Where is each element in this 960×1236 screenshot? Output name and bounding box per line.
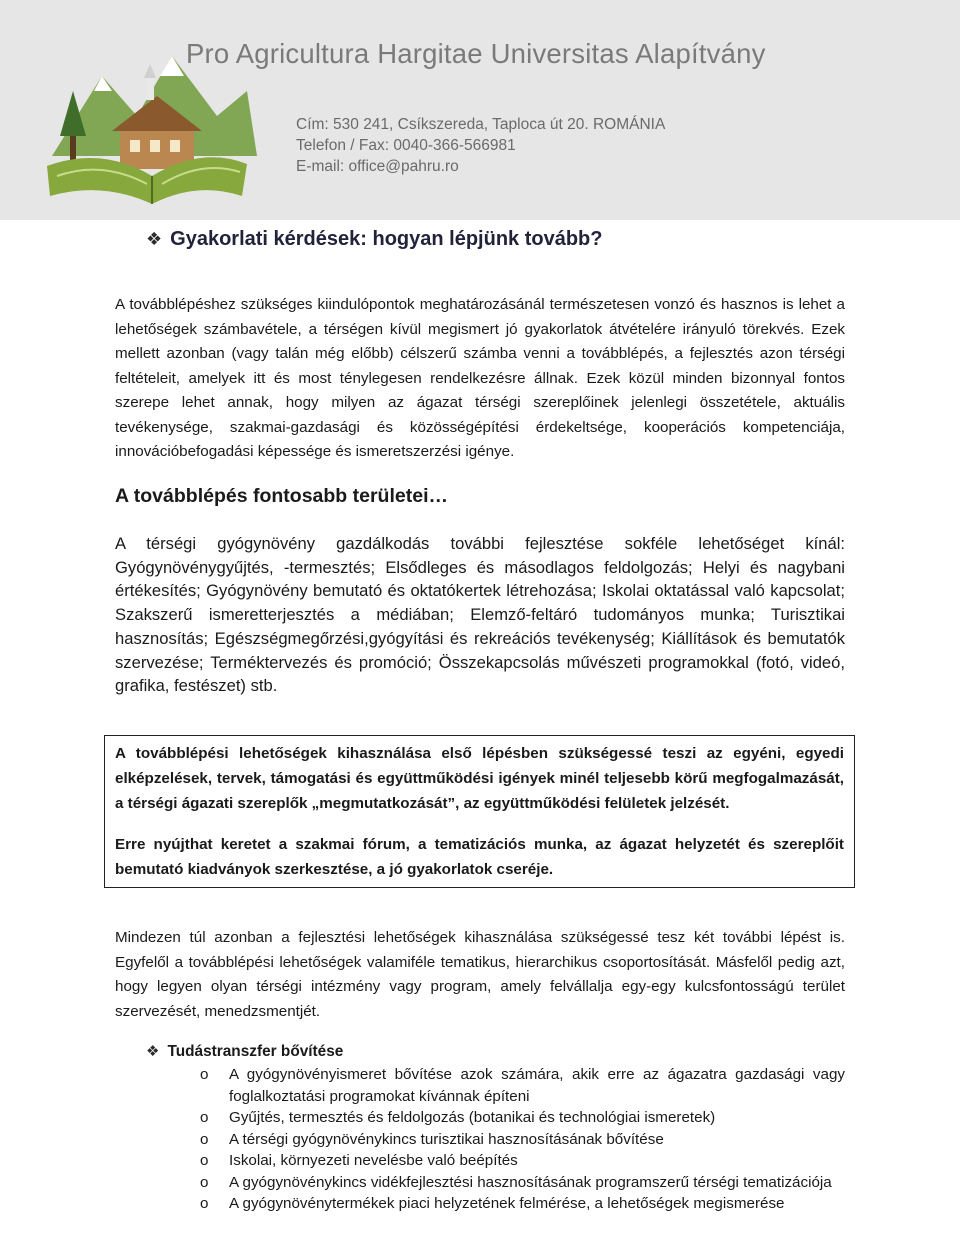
- section-heading-key-areas: A továbblépés fontosabb területei…: [115, 485, 448, 507]
- section-title: Gyakorlati kérdések: hogyan lépjünk tovább?: [170, 228, 603, 250]
- highlight-paragraph: Erre nyújthat keretet a szakmai fórum, a tematizációs munka, az ágazat helyzetét és szereplőit bemutató kiadványok szerkesztése, a jó gyakorlatok cseréje.: [115, 836, 844, 878]
- highlight-paragraph: A továbblépési lehetőségek kihasználása első lépésben szükségessé teszi az egyéni, egyedi elképzelések, tervek, támogatási és együttműködési igények minél teljesebb körű megfogalmazását, a térségi ágazati szereplők „megmutatkozását”, az együttműködési felületek jelzését.: [115, 745, 844, 812]
- highlight-box: [104, 735, 855, 888]
- letterhead: [0, 0, 960, 220]
- list-item: o Iskolai, környezeti nevelésbe való beépítés: [200, 1150, 845, 1172]
- key-areas-paragraph: A térségi gyógynövény gazdálkodás további fejlesztése sokféle lehetőséget kínál: Gyógynövénygyűjtés, -termesztés; Elsődleges és másodlagos feldolgozás; Helyi és nagybani értékesítés; Gyógynövény bemutató és oktatókertek létrehozása; Iskolai oktatással való kapcsolat; Szakszerű ismeretterjesztés a médiában; Elemző-feltáró tudományos munka; Turisztikai hasznosítás; Egészségmegőrzési,gyógyítási és rekreációs tevékenység; Kiállítások és bemutatók szervezése; Terméktervezés és promóció; Összekapcsolás művészeti programokkal (fotó, videó, grafika, festészet) stb.: [115, 534, 845, 696]
- phone-line: Telefon / Fax: 0040-366-566981: [296, 137, 516, 154]
- list-item: o Gyűjtés, termesztés és feldolgozás (botanikai és technológiai ismeretek): [200, 1107, 845, 1129]
- organization-name: Pro Agricultura Hargitae Universitas Alapítvány: [186, 38, 766, 69]
- diamond-bullet-icon: ❖: [146, 229, 163, 249]
- knowledge-transfer-list: [200, 1064, 845, 1215]
- section-heading-knowledge-transfer: [146, 1042, 343, 1061]
- address-line: Cím: 530 241, Csíkszereda, Taploca út 20. ROMÁNIA: [296, 116, 666, 133]
- diamond-bullet-icon: ❖: [146, 1043, 160, 1060]
- list-item: o A gyógynövénytermékek piaci helyzetének felmérése, a lehetőségek megismerése: [200, 1193, 845, 1215]
- section-title: Tudástranszfer bővítése: [167, 1043, 344, 1060]
- list-item: o A gyógynövényismeret bővítése azok számára, akik erre az ágazatra gazdasági vagy foglalkoztatási programokat kívánnak építeni: [200, 1064, 845, 1107]
- intro-paragraph: A továbblépéshez szükséges kiindulópontok meghatározásánál természetesen vonzó és hasznos is lehet a lehetőségek számbavétele, a térségen kívül megismert jó gyakorlatok átvételére irányuló törekvés. Ezek mellett azonban (vagy talán még előbb) célszerű számba venni a továbblépés, a fejlesztés azon térségi feltételeit, amelyek itt és most ténylegesen rendelkezésre állnak. Ezek közül minden bizonnyal fontos szerepe lehet annak, hogy milyen az ágazat térségi szereplőinek jelenlegi összetétele, aktuális tevékenysége, szakmai-gazdasági és közösségépítési érdekeltsége, kooperációs kompetenciája, innovációbefogadási képessége és ismeretszerzési igénye.: [115, 296, 845, 460]
- email-line: E-mail: office@pahru.ro: [296, 158, 459, 175]
- section-heading-practical-questions: [146, 228, 602, 251]
- next-steps-paragraph: Mindezen túl azonban a fejlesztési lehetőségek kihasználása szükségessé tesz két további lépést is. Egyfelől a továbblépési lehetőségek valamiféle tematikus, hierarchikus csoportosítását. Másfelől pedig azt, hogy legyen olyan térségi intézmény vagy program, amely felvállalja egy-egy kulcsfontosságú terület szervezését, menedzsmentjét.: [115, 929, 845, 1020]
- list-item: o A gyógynövénykincs vidékfejlesztési hasznosításának programszerű térségi tematizációja: [200, 1172, 845, 1194]
- list-item: o A térségi gyógynövénykincs turisztikai hasznosításának bővítése: [200, 1129, 845, 1151]
- contact-info: [296, 114, 665, 177]
